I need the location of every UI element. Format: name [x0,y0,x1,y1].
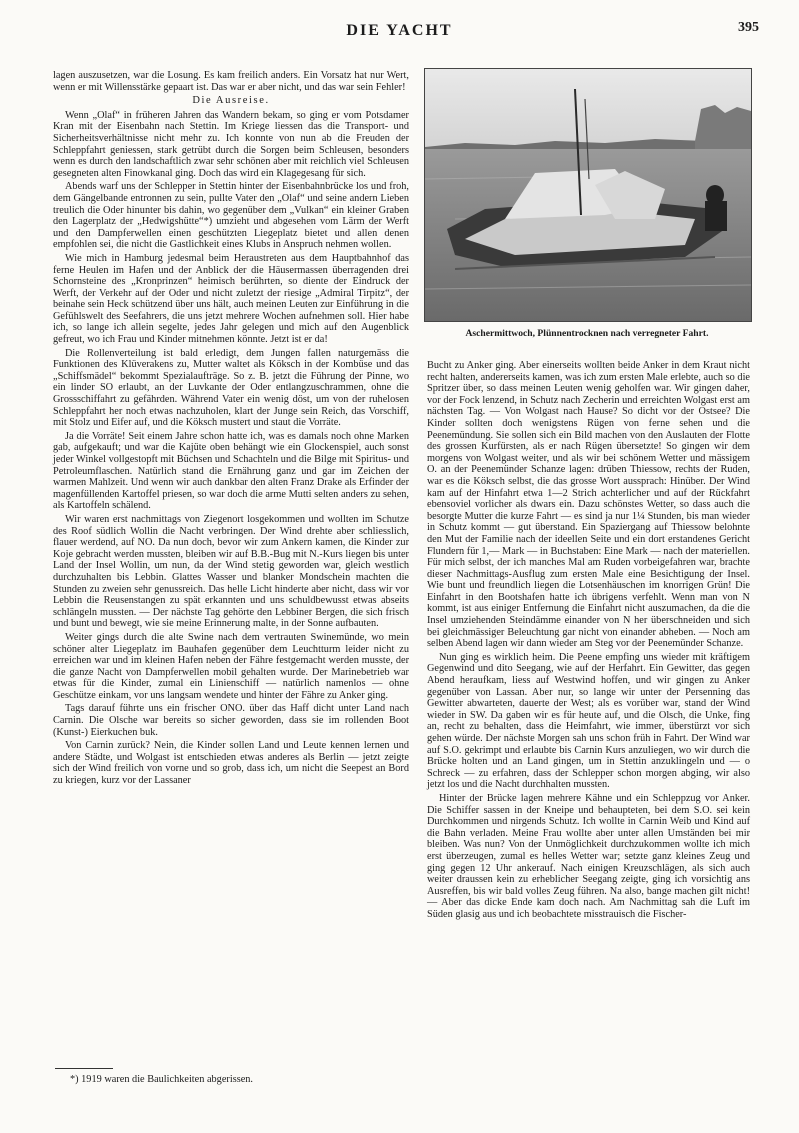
page-number: 395 [738,20,759,35]
footnote-rule [55,1068,113,1069]
left-column [53,70,409,789]
paragraph: Wenn „Olaf“ in früheren Jahren das Wandern bekam, so ging er vom Potsdamer Kran mit der Eisenbahn nach Stettin. Im Kriege liessen das die Transport- und Sicherheitsverhältnisse nicht mehr zu. Ich konnte von nun ab die Freuden der Schleppfahrt geniessen, stark getrübt durch die Sorgen beim Schleusen, besonders wenn es durch den landschaftlich zwar sehr schönen aber mit reichlich viel Schleusen gesegneten alten Finowkanal ging. Doch das wird ein Klagegesang für sich. [53,109,409,179]
paragraph: Abends warf uns der Schlepper in Stettin hinter der Eisenbahnbrücke los und froh, dem Gängelbande entronnen zu sein, pullte Vater den „Olaf“ und seine andern Lieben treulich die Oder hinunter bis dahin, wo gegenüber dem „Vulkan“ ein kleiner Graben den Lagerplatz der „Hedwigshütte“*) umzieht und abgesehen vom Lärm der Werft und den Dampferwellen einen geschützten Liegeplatz bietet und allen denen empfohlen sei, die nicht die Gastlichkeit eines Klubs in Anspruch nehmen wollen. [53,181,409,251]
footnote: *) 1919 waren die Baulichkeiten abgerissen. [70,1074,253,1085]
paragraph: Hinter der Brücke lagen mehrere Kähne und ein Schleppzug vor Anker. Die Schiffer sassen in der Kneipe und behaupteten, bei dem S.O. sei kein Durchkommen und nirgends Schutz. Ich wollte in Carnin Weib und Kind auf die Bahn verladen. Meine Frau wollte aber unter allen Umständen bei mir bleiben. Was nun? Von der Unmöglichkeit durchzukommen wollte ich mich erst überzeugen, zumal es helles Wetter war; setzte ganz kleines Zeug und ging gegen 12 Uhr ankerauf. Nach einigen Kreuzschlägen, als sich auch weiter draussen kein zu erheblicher Seegang zeigte, ging ich vorsichtig ans Ausreffen, bis wir bald volles Zeug führen. Na also, bange machen gilt nicht! — Aber das dicke Ende kam doch nach. Am Nachmittag sah die Luft im Süden glasig aus und ich beobachtete misstrauisch die Fischer- [427,792,750,920]
paragraph: Wie mich in Hamburg jedesmal beim Heraustreten aus dem Hauptbahnhof das ferne Heulen im Hafen und der Anblick der die Häusermassen überragenden drei Schornsteine des „Kronprinzen“ heimisch berührten, so diente der Eindruck der Werft, der Verkehr auf der Oder und nicht zuletzt der riesige „Admiral Tirpitz“, der beinahe sein Heck schützend über uns hält, auch meinen Leuten zur Einführung in die Gefühlswelt des Seefahrers, die uns jetzt mehrere Wochen aufnehmen soll. Hier habe ich, so lange ich allein segelte, jedes Jahr gelegen und mich auf den Augenblick gefreut, wo ich Frau und Kinder mitnehmen könnte. Jetzt ist er da! [53,252,409,346]
paragraph: Ja die Vorräte! Seit einem Jahre schon hatte ich, was es damals noch ohne Marken gab, aufgekauft; und war die Kajüte oben behängt wie ein Glockenspiel, auch sonst jeder Winkel vollgestopft mit Büchsen und Schachteln und die Bilge mit Spiritus- und Petroleumflaschen. Natürlich stand die Ernährung ganz und gar im Zeichen der warmen Mahlzeit. Und wenn wir auch dankbar den alten Franz Drake als Erfinder der magenfüllenden Kartoffel priesen, so war doch die arme Mutti selten anders zu sehen, als Kartoffeln schälend. [53,430,409,512]
photo-sailboat-image [425,69,751,321]
paragraph: Wir waren erst nachmittags von Ziegenort losgekommen und wollten im Schutze des Roof südlich Wollin die Nacht verbringen. Der Wind drehte aber schliesslich, flauer werdend, auf NO. Da nun doch, bevor wir zum Ankern kamen, die Kinder zur Koje gebracht werden mussten, bleiben wir auf B.B.-Bug mit N.-Kurs liegen bis unter Land der Insel Wollin, um nun, da der Wind stetig geworden war, gleich westlich durchzuhalten bis Lebbin. Glattes Wasser und blanker Mondschein machten die Stunden zu zweien sehr genussreich. Das helle Licht hinderte aber nicht, dass wir vor Lebbin die Reusenstangen zu spät erkannten und uns schuldbewusst etwas abseits schlängeln mussten. — Der nächste Tag gehörte den Lebbiner Bergen, die sich frisch und bunt und bewegt, wie sie meine Erinnerung malte, in der Sonne aufbauten. [53,513,409,630]
paragraph: Bucht zu Anker ging. Aber einerseits wollten beide Anker in dem Kraut nicht recht halten, andererseits kamen, was ich zum ersten Male erlebte, auch so die Spritzer über, so dass meinen Leuten wenig geholfen war. Wir gingen daher, vor der Fock lenzend, in Schutz nach Zecherin und erreichten Wolgast erst am nächsten Tag. — Von Wolgast nach Hause? So dicht vor der Ostsee? Die Kinder sollten doch wenigstens Rügen von ferne sehen und die Peenemündung. Sie sollen sich ein Bild machen von den Auslauten der Flotte des grossen Kurfürsten, als er nach Rügen übersetzte! So gingen wir dem morgens von Wolgast weiter, und als wir bei schönem Wetter und mässigem O. an der Peenemünder Schanze lagen: drüben Thiessow, rechts der Ruden, war es die Köksch selbst, die das grosse Wort aussprach: Hinüber. Der Wind kam auf der Hinfahrt etwa 1—2 Strich achterlicher und auf der Rückfahrt ebensoviel vorlicher als dwars ein. Dazu schönstes Wetter, so dass auch die besorgte Mutter die kurze Fahrt — es sind ja nur 1¼ Stunden, bis man wieder in Schutz kommt — gut überstand. Ein Spaziergang auf Thiessow belohnte den Mut der Familie nach der ideellen Seite und ein dort erstandenes Gericht Flundern für 1,— Mark — in Buchstaben: Eine Mark — nach der materiellen. Für mich selbst, der ich manches Mal am Ruden vorbeigefahren war, brachte dieser Nachmittags-Ausflug zum ersten Male eine Besichtigung der Insel. Wie bunt und freundlich liegen die Lotsenhäuschen im knorrigen Grün! Die Einfahrt in den Bootshafen hatte ich übrigens verfehlt. Wenn man von N kommt, ist aus einiger Entfernung die Einfahrt nicht auszumachen, da die die Insel umziehenden Steindämme einander von N her überschneiden und sich bei gleichmässiger Beleuchtung gar nicht von einander abheben. — Noch am selben Abend lagen wir dann wieder am Steg vor der Peenemünder Schanze. [427,360,750,650]
running-header-title: DIE YACHT [346,22,453,39]
paragraph: Von Carnin zurück? Nein, die Kinder sollen Land und Leute kennen lernen und andere Städte, und Wolgast ist entschieden etwas anderes als Berlin — jetzt zeigte sich der Wind freilich von vorne und so grob, dass ich, um nicht die Seepest an Bord zu kriegen, kurz vor der Lassaner [53,740,409,787]
photo-sailboat [424,68,752,322]
paragraph: Nun ging es wirklich heim. Die Peene empfing uns wieder mit kräftigem Gegenwind und dito Seegang, wie auf der Herfahrt. Ein Gewitter, das gegen Abend heraufkam, liess auf Westwind hoffen, und wir gingen zu Anker gegenüber von Lassan. Aber nur, so lange wir unter der Persenning das Gewitter abwarteten, dauerte der West; als es vorüber war, stand der Wind wieder in SW. Da gaben wir es für heute auf, und die Olsch, die Unke, fing an, recht zu behalten, dass die Heimfahrt, wie immer, überstürzt vor sich gehen würde. Der nächste Morgen sah uns schon früh in Fahrt. Der Wind war auf S.O. gekrimpt und erlaubte bis Carnin Kurs anzuliegen, wo wir durch die Brücke holten und an Land gingen, um in Stettin anzuklingeln und — o Schreck — zu erfahren, dass der Schlepper schon morgen abging, wir also jetzt los und die Nacht durchhalten mussten. [427,651,750,791]
section-subheading: Die Ausreise. [192,95,270,107]
paragraph: Die Rollenverteilung ist bald erledigt, dem Jungen fallen naturgemäss die Funktionen des Klüverakens zu, Mutter waltet als Köksch in der Kombüse und das „Schiffsmädel“ bekommt Spezialaufträge. So z. B. jetzt die Führung der Pinne, wo ein linder SO erlaubt, an der Luvkante der Oder entlangzuschrammen, ohne die Grossschiffahrt zu gefährden. Während Vater ein wenig döst, um von der ruhelosen Schleppfahrt her noch etwas nachzuholen, klart der Junge sein Reich, das Vorschiff, mit Stolz und Eifer auf, und die Köksch mustert und staut die Vorräte. [53,347,409,429]
photo-caption: Aschermittwoch, Plünnentrocknen nach verregneter Fahrt. [465,328,709,339]
paragraph: Weiter gings durch die alte Swine nach dem vertrauten Swinemünde, wo mein schöner alter Liegeplatz im Bauhafen gegenüber dem Leuchtturm leider nicht zu erreichen war und im kleinen Hafen neben der Fähre festgemacht werden musste, der die ganze Nacht von Dampferwellen mobil gehalten wurde. Der Marinebetrieb war etwas für die Kinder, zumal ein Linienschiff — natürlich namenlos — ohne Geschütze einkam, vor uns langsam wendete und hinter der Fähre zu Anker ging. [53,631,409,701]
right-column [427,360,750,923]
paragraph: Tags darauf führte uns ein frischer ONO. über das Haff dicht unter Land nach Carnin. Die Olsche war bereits so sicher geworden, dass sie im rollenden Boot (Kunst-) Eierkuchen buk. [53,703,409,738]
intro-paragraph: lagen auszusetzen, war die Losung. Es kam freilich anders. Ein Vorsatz hat nur Wert, wenn er mit Willensstärke gepaart ist. Das war er aber nicht, und das war sein Fehler! [53,70,409,93]
